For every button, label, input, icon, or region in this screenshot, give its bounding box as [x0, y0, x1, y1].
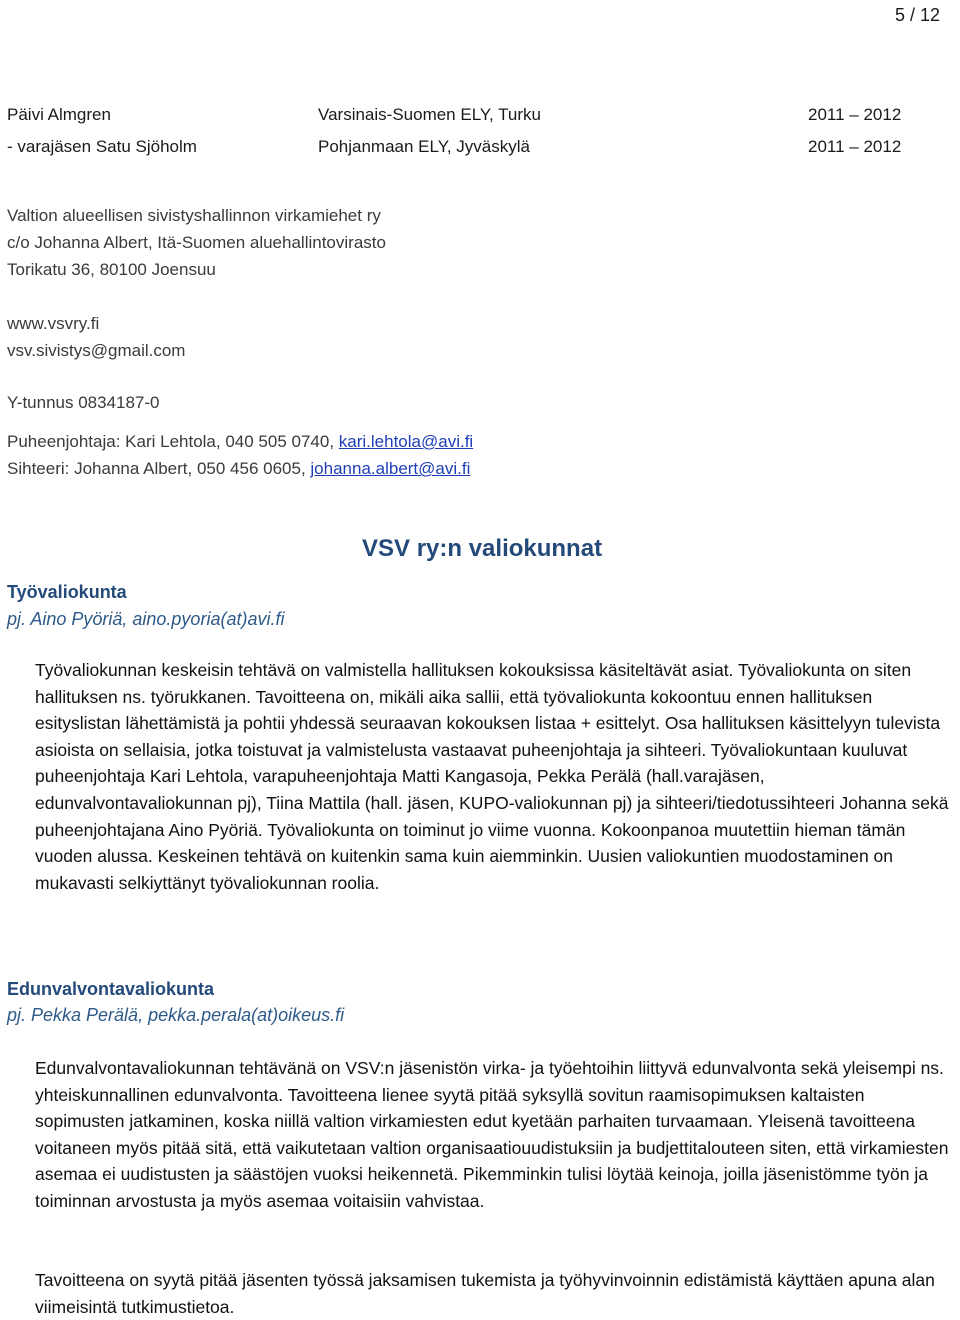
committee-chair: pj. Aino Pyöriä, aino.pyoria(at)avi.fi	[7, 609, 285, 629]
committee-description: Tavoitteena on syytä pitää jäsenten työssä jaksamisen tukemista ja työhyvinvoinnin edistämistä käyttäen apuna alan viimeisintä tutkimustietoa.	[35, 1270, 935, 1317]
member-years: 2011 – 2012	[808, 137, 902, 156]
email-link[interactable]: vsv.sivistys@gmail.com	[7, 341, 186, 360]
secretary-text: Sihteeri: Johanna Albert, 050 456 0605,	[7, 459, 311, 478]
committee-chair: pj. Pekka Perälä, pekka.perala(at)oikeus.fi	[7, 1005, 345, 1025]
secretary-line	[7, 456, 470, 482]
chair-email-link[interactable]: kari.lehtola@avi.fi	[338, 432, 474, 451]
business-id: Y-tunnus 0834187-0	[7, 393, 160, 412]
member-years: 2011 – 2012	[808, 105, 902, 124]
association-co: c/o Johanna Albert, Itä-Suomen aluehallintovirasto	[7, 233, 386, 252]
member-name: - varajäsen Satu Sjöholm	[7, 137, 197, 156]
committee-description: Työvaliokunnan keskeisin tehtävä on valmistella hallituksen kokouksissa käsiteltävät asiat. Työvaliokunta on siten hallituksen ns. työrukkanen. Tavoitteena on, mikäli aika sallii, että työvaliokunta kokoontuu ennen hallituksen esityslistan lähettämistä ja pohtii yhdessä seuraavan kokouksen listaa + esittelyt. Osa hallituksen käsittelyyn tulevista asioista on sellaisia, jotka toistuvat ja valmistelusta vastaavat puheenjohtaja ja sihteeri. Työvaliokuntaan kuuluvat puheenjohtaja Kari Lehtola, varapuheenjohtaja Matti Kangasoja, Pekka Perälä (hall.varajäsen, edunvalvontavaliokunnan pj), Tiina Mattila (hall. jäsen, KUPO-valiokunnan pj) ja sihteeri/tiedotussihteeri Johanna sekä puheenjohtajana Aino Pyöriä. Työvaliokunta on toiminut jo viime vuonna. Kokoonpanoa muutettiin hieman tämän vuoden alussa. Keskeinen tehtävä on kuitenkin sama kuin aiemminkin. Uusien valiokuntien muodostaminen on mukavasti selkiyttänyt työvaliokunnan roolia.	[35, 660, 949, 893]
association-address: Torikatu 36, 80100 Joensuu	[7, 260, 216, 279]
member-org: Pohjanmaan ELY, Jyväskylä	[318, 137, 530, 156]
committee-name: Työvaliokunta	[7, 582, 127, 602]
association-name: Valtion alueellisen sivistyshallinnon virkamiehet ry	[7, 206, 381, 225]
member-name: Päivi Almgren	[7, 105, 111, 124]
committee-name: Edunvalvontavaliokunta	[7, 979, 215, 999]
member-org: Varsinais-Suomen ELY, Turku	[318, 105, 542, 124]
page-number: 5 / 12	[894, 5, 940, 25]
website-link[interactable]: www.vsvry.fi	[7, 314, 100, 333]
secretary-email-link[interactable]: johanna.albert@avi.fi	[310, 459, 471, 478]
chair-line	[7, 429, 473, 455]
chair-text: Puheenjohtaja: Kari Lehtola, 040 505 0740,	[7, 432, 339, 451]
section-title: VSV ry:n valiokunnat	[362, 535, 603, 562]
committee-description: Edunvalvontavaliokunnan tehtävänä on VSV:n jäsenistön virka- ja työehtoihin liittyvä edunvalvonta sekä yleisempi ns. yhteiskunnallinen edunvalvonta. Tavoitteena lienee syytä pitää syksyllä sovitun raamisopimuksen kaltaisten sopimusten jatkaminen, koska niillä valtion virkamiesten edut kyetään parhaiten turvaamaan. Yleisenä tavoitteena voitaneen myös pitää sitä, että vaikutetaan valtion organisaatiouudistuksiin ja budjettitalouteen siten, että virkamiesten asemaa ei uudistusten ja säästöjen vuoksi heikennetä. Pikemminkin tulisi löytää keinoja, joilla jäsenistömme työn ja toiminnan arvostusta ja myös asemaa voitaisiin vahvistaa.	[35, 1058, 949, 1211]
